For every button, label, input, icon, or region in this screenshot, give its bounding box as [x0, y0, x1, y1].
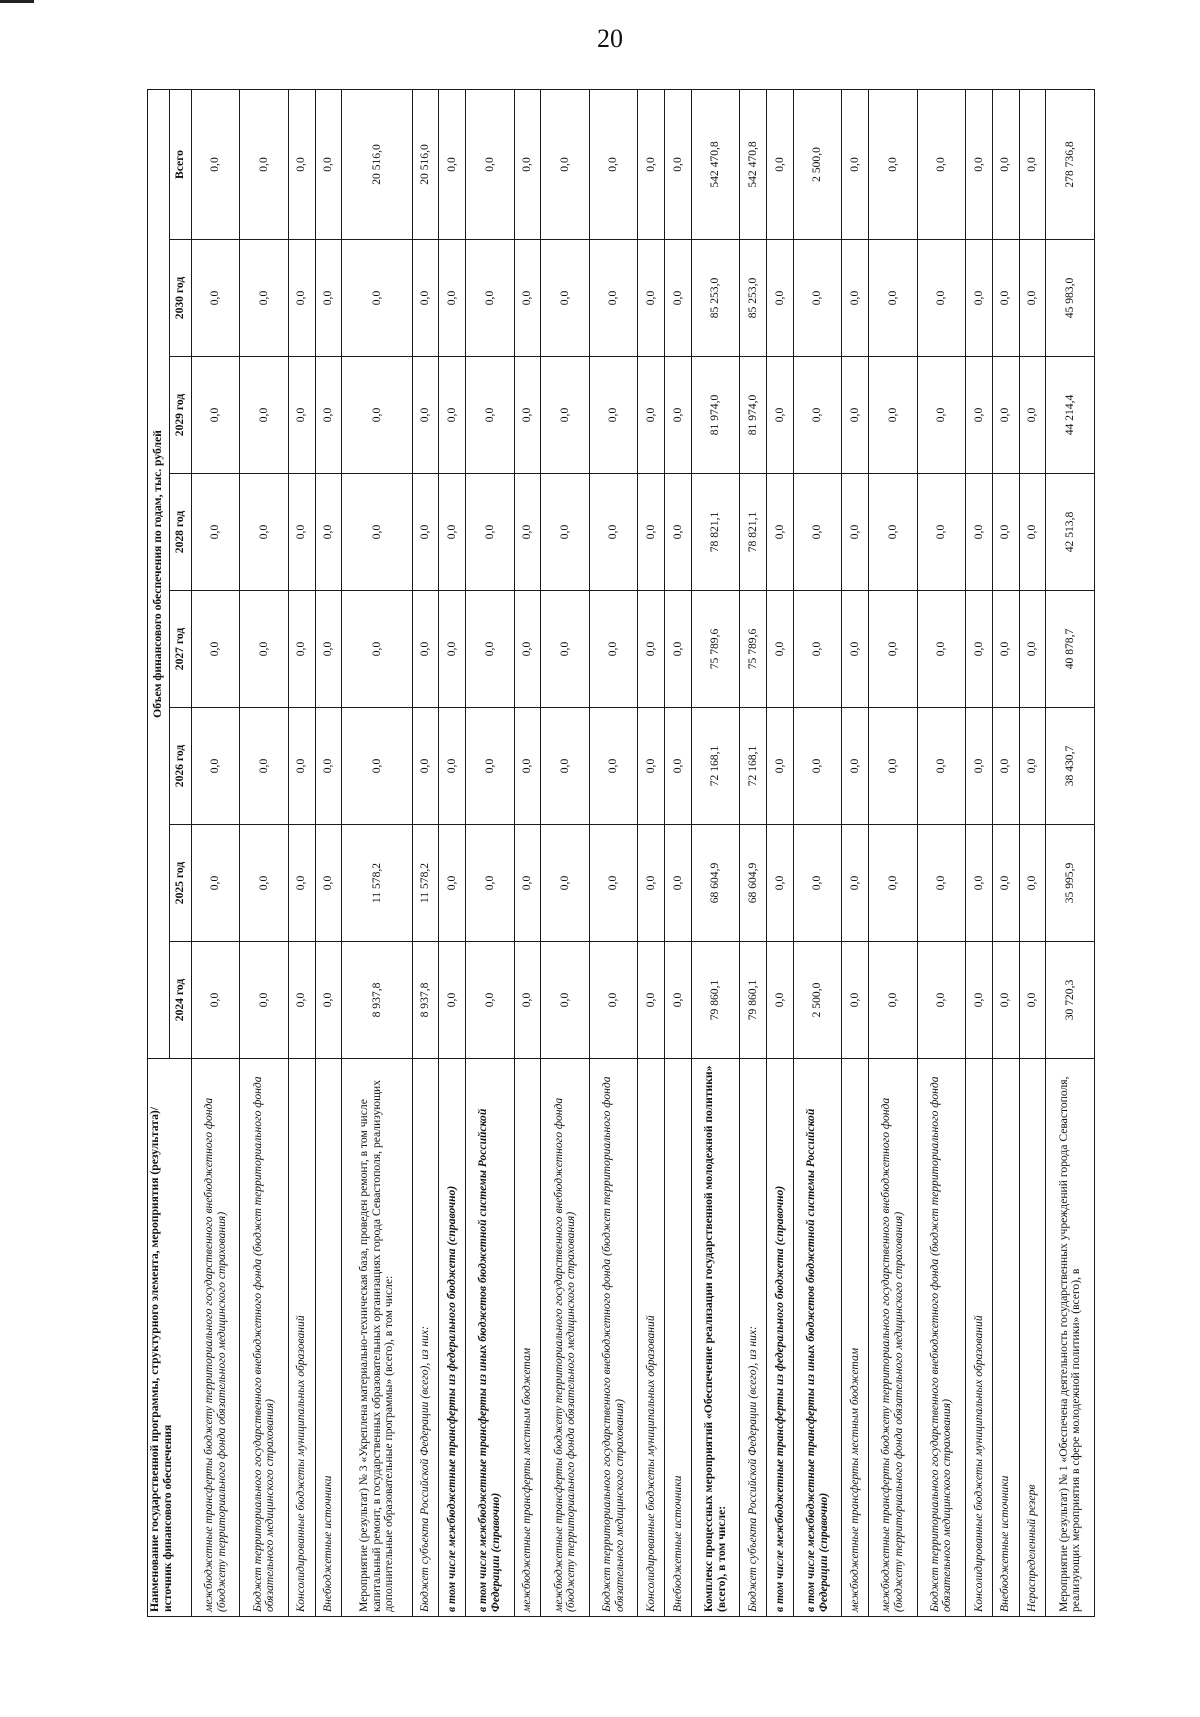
- row-value: 0,0: [288, 942, 315, 1059]
- row-value: 35 995,9: [1046, 825, 1095, 942]
- row-value: 20 516,0: [412, 89, 439, 239]
- row-value: 0,0: [240, 942, 288, 1059]
- row-value: 0,0: [342, 474, 412, 591]
- header-group: Объем финансового обеспечения по годам, тыс. рублей: [148, 89, 170, 1058]
- row-value: 0,0: [315, 591, 342, 708]
- row-value: 0,0: [842, 708, 869, 825]
- row-value: 2 500,0: [793, 89, 841, 239]
- table-row: [541, 89, 589, 1616]
- row-value: 0,0: [514, 825, 541, 942]
- row-value: 0,0: [315, 474, 342, 591]
- row-name: Бюджет территориального государственного внебюджетного фонда (бюджет территориального фонда обязательного медицинского страхования): [589, 1059, 637, 1617]
- row-name: Внебюджетные источники: [992, 1059, 1019, 1617]
- rotated-table-container: [147, 90, 1095, 1617]
- row-name: в том числе межбюджетные трансферты из федерального бюджета (справочно): [439, 1059, 466, 1617]
- table-row: [342, 89, 412, 1616]
- row-value: 0,0: [466, 591, 514, 708]
- row-value: 0,0: [869, 708, 917, 825]
- row-value: 0,0: [842, 825, 869, 942]
- row-value: 0,0: [541, 240, 589, 357]
- table-row: [767, 89, 794, 1616]
- row-value: 0,0: [965, 591, 992, 708]
- row-name: Бюджет субъекта Российской Федерации (всего), из них:: [740, 1059, 767, 1617]
- row-value: 0,0: [541, 708, 589, 825]
- row-value: 44 214,4: [1046, 357, 1095, 474]
- row-value: 0,0: [767, 89, 794, 239]
- row-name: Внебюджетные источники: [665, 1059, 692, 1617]
- row-value: 0,0: [965, 240, 992, 357]
- row-value: 0,0: [288, 474, 315, 591]
- header-year: 2029 год: [170, 357, 192, 474]
- row-value: 0,0: [842, 591, 869, 708]
- header-year: Всего: [170, 89, 192, 239]
- row-value: 0,0: [1019, 474, 1046, 591]
- row-value: 0,0: [992, 89, 1019, 239]
- row-value: 0,0: [192, 240, 240, 357]
- row-value: 0,0: [439, 825, 466, 942]
- table-row: [965, 89, 992, 1616]
- row-value: 0,0: [638, 942, 665, 1059]
- row-value: 0,0: [917, 240, 965, 357]
- row-value: 0,0: [917, 474, 965, 591]
- row-value: 11 578,2: [412, 825, 439, 942]
- row-value: 0,0: [965, 89, 992, 239]
- row-value: 0,0: [1019, 240, 1046, 357]
- row-value: 0,0: [589, 357, 637, 474]
- row-value: 0,0: [589, 825, 637, 942]
- row-value: 0,0: [638, 591, 665, 708]
- table-row: [917, 89, 965, 1616]
- table-row: [589, 89, 637, 1616]
- table-row: [514, 89, 541, 1616]
- row-value: 38 430,7: [1046, 708, 1095, 825]
- row-value: 0,0: [793, 708, 841, 825]
- row-name: Комплекс процессных мероприятий «Обеспечение реализации государственной молодежной политики» (всего), в том числе:: [691, 1059, 739, 1617]
- header-year: 2028 год: [170, 474, 192, 591]
- row-value: 0,0: [541, 942, 589, 1059]
- row-value: 0,0: [192, 708, 240, 825]
- row-value: 542 470,8: [691, 89, 739, 239]
- row-value: 0,0: [589, 474, 637, 591]
- row-value: 0,0: [992, 942, 1019, 1059]
- header-name: Наименование государственной программы, структурного элемента, мероприятия (результата)/источник финансового обеспечения: [148, 1059, 192, 1617]
- row-value: 0,0: [665, 357, 692, 474]
- row-value: 0,0: [965, 825, 992, 942]
- row-value: 0,0: [793, 474, 841, 591]
- row-value: 0,0: [288, 591, 315, 708]
- row-value: 0,0: [869, 942, 917, 1059]
- row-value: 0,0: [514, 474, 541, 591]
- row-value: 0,0: [541, 591, 589, 708]
- table-row: [740, 89, 767, 1616]
- row-value: 0,0: [240, 825, 288, 942]
- row-value: 0,0: [412, 591, 439, 708]
- row-name: Консолидированные бюджеты муниципальных образований: [638, 1059, 665, 1617]
- row-value: 0,0: [288, 89, 315, 239]
- header-year: 2024 год: [170, 942, 192, 1059]
- row-name: Мероприятие (результат) № 1 «Обеспечена деятельность государственных учреждений города Севастополя, реализующих мероприятия в сфере молодежной политики» (всего), в: [1046, 1059, 1095, 1617]
- row-value: 0,0: [466, 708, 514, 825]
- row-value: 0,0: [767, 591, 794, 708]
- row-value: 68 604,9: [691, 825, 739, 942]
- row-value: 0,0: [917, 942, 965, 1059]
- row-value: 0,0: [466, 474, 514, 591]
- row-value: 0,0: [1019, 825, 1046, 942]
- row-value: 0,0: [1019, 942, 1046, 1059]
- table-row: [869, 89, 917, 1616]
- table-row: [315, 89, 342, 1616]
- row-value: 0,0: [541, 89, 589, 239]
- financing-table: [147, 89, 1095, 1617]
- row-value: 0,0: [842, 942, 869, 1059]
- row-value: 0,0: [992, 591, 1019, 708]
- row-value: 0,0: [965, 357, 992, 474]
- row-value: 0,0: [1019, 708, 1046, 825]
- row-value: 0,0: [315, 240, 342, 357]
- row-value: 0,0: [514, 942, 541, 1059]
- row-name: Внебюджетные источники: [315, 1059, 342, 1617]
- row-value: 40 878,7: [1046, 591, 1095, 708]
- row-value: 0,0: [439, 708, 466, 825]
- row-value: 0,0: [793, 240, 841, 357]
- row-name: межбюджетные трансферты бюджету территориального государственного внебюджетного фонда (бюджету территориального фонда обязательного медицинского страхования): [869, 1059, 917, 1617]
- table-row: [665, 89, 692, 1616]
- row-value: 0,0: [514, 240, 541, 357]
- row-value: 0,0: [240, 591, 288, 708]
- row-value: 0,0: [466, 942, 514, 1059]
- table-row: [439, 89, 466, 1616]
- row-value: 0,0: [514, 708, 541, 825]
- row-value: 0,0: [665, 240, 692, 357]
- row-value: 0,0: [917, 89, 965, 239]
- row-value: 0,0: [342, 708, 412, 825]
- row-value: 0,0: [192, 357, 240, 474]
- row-name: межбюджетные трансферты бюджету территориального государственного внебюджетного фонда (бюджету территориального фонда обязательного медицинского страхования): [541, 1059, 589, 1617]
- row-value: 0,0: [514, 357, 541, 474]
- row-value: 0,0: [439, 240, 466, 357]
- table-row: [466, 89, 514, 1616]
- row-value: 0,0: [992, 357, 1019, 474]
- row-value: 0,0: [638, 708, 665, 825]
- row-value: 79 860,1: [740, 942, 767, 1059]
- header-year: 2026 год: [170, 708, 192, 825]
- row-value: 11 578,2: [342, 825, 412, 942]
- row-value: 20 516,0: [342, 89, 412, 239]
- row-value: 0,0: [342, 357, 412, 474]
- row-value: 0,0: [638, 89, 665, 239]
- row-value: 0,0: [842, 89, 869, 239]
- row-value: 0,0: [466, 89, 514, 239]
- table-row: [288, 89, 315, 1616]
- row-name: межбюджетные трансферты местным бюджетам: [842, 1059, 869, 1617]
- row-value: 0,0: [541, 357, 589, 474]
- row-value: 0,0: [466, 240, 514, 357]
- row-value: 0,0: [514, 591, 541, 708]
- row-value: 0,0: [842, 240, 869, 357]
- row-value: 0,0: [665, 708, 692, 825]
- table-row: [240, 89, 288, 1616]
- row-value: 0,0: [439, 89, 466, 239]
- row-value: 75 789,6: [740, 591, 767, 708]
- row-value: 0,0: [793, 825, 841, 942]
- row-name: Бюджет территориального государственного внебюджетного фонда (бюджет территориального фонда обязательного медицинского страхования): [240, 1059, 288, 1617]
- row-value: 0,0: [412, 240, 439, 357]
- scan-corner-mark: [0, 0, 34, 3]
- header-year: 2030 год: [170, 240, 192, 357]
- row-value: 0,0: [992, 474, 1019, 591]
- row-value: 0,0: [665, 89, 692, 239]
- row-value: 0,0: [315, 825, 342, 942]
- row-value: 0,0: [917, 357, 965, 474]
- row-value: 0,0: [240, 474, 288, 591]
- row-value: 0,0: [342, 591, 412, 708]
- row-value: 0,0: [192, 89, 240, 239]
- row-value: 85 253,0: [740, 240, 767, 357]
- row-value: 0,0: [965, 942, 992, 1059]
- row-name: в том числе межбюджетные трансферты из федерального бюджета (справочно): [767, 1059, 794, 1617]
- row-value: 42 513,8: [1046, 474, 1095, 591]
- row-value: 79 860,1: [691, 942, 739, 1059]
- row-value: 75 789,6: [691, 591, 739, 708]
- row-name: межбюджетные трансферты бюджету территориального государственного внебюджетного фонда (бюджету территориального фонда обязательного медицинского страхования): [192, 1059, 240, 1617]
- row-value: 0,0: [192, 591, 240, 708]
- row-value: 0,0: [315, 708, 342, 825]
- row-value: 0,0: [992, 708, 1019, 825]
- row-value: 0,0: [466, 825, 514, 942]
- row-value: 68 604,9: [740, 825, 767, 942]
- row-value: 0,0: [638, 474, 665, 591]
- row-value: 0,0: [192, 474, 240, 591]
- table-row: [1019, 89, 1046, 1616]
- row-name: межбюджетные трансферты местным бюджетам: [514, 1059, 541, 1617]
- row-value: 0,0: [288, 708, 315, 825]
- row-value: 0,0: [315, 357, 342, 474]
- row-value: 30 720,3: [1046, 942, 1095, 1059]
- row-value: 0,0: [665, 942, 692, 1059]
- row-value: 0,0: [439, 474, 466, 591]
- row-value: 0,0: [192, 942, 240, 1059]
- row-value: 0,0: [240, 708, 288, 825]
- row-value: 72 168,1: [691, 708, 739, 825]
- table-row: [793, 89, 841, 1616]
- row-value: 0,0: [638, 357, 665, 474]
- row-value: 0,0: [288, 825, 315, 942]
- row-value: 85 253,0: [691, 240, 739, 357]
- row-value: 0,0: [767, 825, 794, 942]
- row-value: 0,0: [342, 240, 412, 357]
- row-value: 0,0: [541, 825, 589, 942]
- row-value: 2 500,0: [793, 942, 841, 1059]
- row-value: 0,0: [992, 240, 1019, 357]
- row-value: 0,0: [917, 591, 965, 708]
- table-row: [691, 89, 739, 1616]
- table-row: [842, 89, 869, 1616]
- row-value: 0,0: [315, 942, 342, 1059]
- row-value: 0,0: [869, 474, 917, 591]
- row-value: 0,0: [842, 474, 869, 591]
- row-value: 78 821,1: [740, 474, 767, 591]
- row-value: 72 168,1: [740, 708, 767, 825]
- row-value: 0,0: [665, 591, 692, 708]
- row-value: 278 736,8: [1046, 89, 1095, 239]
- row-value: 0,0: [240, 89, 288, 239]
- table-row: [638, 89, 665, 1616]
- table-row: [992, 89, 1019, 1616]
- row-value: 81 974,0: [691, 357, 739, 474]
- row-value: 0,0: [869, 825, 917, 942]
- row-value: 0,0: [965, 708, 992, 825]
- row-value: 0,0: [412, 708, 439, 825]
- row-value: 0,0: [965, 474, 992, 591]
- row-value: 0,0: [767, 474, 794, 591]
- row-value: 0,0: [514, 89, 541, 239]
- row-value: 0,0: [1019, 591, 1046, 708]
- row-value: 0,0: [439, 357, 466, 474]
- row-value: 0,0: [917, 825, 965, 942]
- row-value: 0,0: [192, 825, 240, 942]
- row-value: 0,0: [589, 240, 637, 357]
- row-value: 0,0: [412, 357, 439, 474]
- row-name: Бюджет территориального государственного внебюджетного фонда (бюджет территориального фонда обязательного медицинского страхования): [917, 1059, 965, 1617]
- row-value: 8 937,8: [342, 942, 412, 1059]
- row-value: 0,0: [541, 474, 589, 591]
- row-value: 81 974,0: [740, 357, 767, 474]
- row-value: 0,0: [240, 240, 288, 357]
- row-value: 0,0: [315, 89, 342, 239]
- row-value: 0,0: [793, 591, 841, 708]
- row-value: 0,0: [842, 357, 869, 474]
- row-name: Мероприятие (результат) № 3 «Укреплена материально-техническая база, проведен ремонт, в том числе капитальный ремонт, в государственных образовательных организациях города Севастополя, реализующих дополнительные образовательные программы» (всего), в том числе:: [342, 1059, 412, 1617]
- row-value: 0,0: [638, 240, 665, 357]
- row-value: 0,0: [767, 708, 794, 825]
- header-year: 2025 год: [170, 825, 192, 942]
- row-value: 0,0: [1019, 357, 1046, 474]
- row-name: в том числе межбюджетные трансферты из иных бюджетов бюджетной системы Российской Федерации (справочно): [466, 1059, 514, 1617]
- row-value: 0,0: [917, 708, 965, 825]
- row-value: 0,0: [240, 357, 288, 474]
- row-value: 0,0: [638, 825, 665, 942]
- row-name: Консолидированные бюджеты муниципальных образований: [965, 1059, 992, 1617]
- table-row: [192, 89, 240, 1616]
- row-value: 0,0: [665, 825, 692, 942]
- row-value: 0,0: [589, 708, 637, 825]
- row-value: 0,0: [869, 591, 917, 708]
- row-value: 0,0: [589, 942, 637, 1059]
- row-value: 0,0: [288, 240, 315, 357]
- row-value: 8 937,8: [412, 942, 439, 1059]
- row-name: Бюджет субъекта Российской Федерации (всего), из них:: [412, 1059, 439, 1617]
- row-value: 0,0: [767, 942, 794, 1059]
- row-value: 0,0: [869, 240, 917, 357]
- row-name: Нераспределенный резерв: [1019, 1059, 1046, 1617]
- table-row: [1046, 89, 1095, 1616]
- row-value: 0,0: [665, 474, 692, 591]
- row-value: 0,0: [767, 240, 794, 357]
- row-value: 0,0: [869, 89, 917, 239]
- row-name: Консолидированные бюджеты муниципальных образований: [288, 1059, 315, 1617]
- row-value: 45 983,0: [1046, 240, 1095, 357]
- row-value: 0,0: [869, 357, 917, 474]
- row-value: 0,0: [589, 89, 637, 239]
- row-value: 78 821,1: [691, 474, 739, 591]
- row-value: 0,0: [767, 357, 794, 474]
- table-row: [412, 89, 439, 1616]
- row-value: 0,0: [439, 591, 466, 708]
- row-value: 0,0: [466, 357, 514, 474]
- row-value: 0,0: [288, 357, 315, 474]
- table-body: [192, 89, 1095, 1616]
- page-number: 20: [597, 24, 623, 53]
- row-name: в том числе межбюджетные трансферты из иных бюджетов бюджетной системы Российской Федерации (справочно): [793, 1059, 841, 1617]
- row-value: 0,0: [589, 591, 637, 708]
- row-value: 0,0: [412, 474, 439, 591]
- row-value: 0,0: [439, 942, 466, 1059]
- row-value: 0,0: [992, 825, 1019, 942]
- row-value: 542 470,8: [740, 89, 767, 239]
- header-year: 2027 год: [170, 591, 192, 708]
- row-value: 0,0: [793, 357, 841, 474]
- row-value: 0,0: [1019, 89, 1046, 239]
